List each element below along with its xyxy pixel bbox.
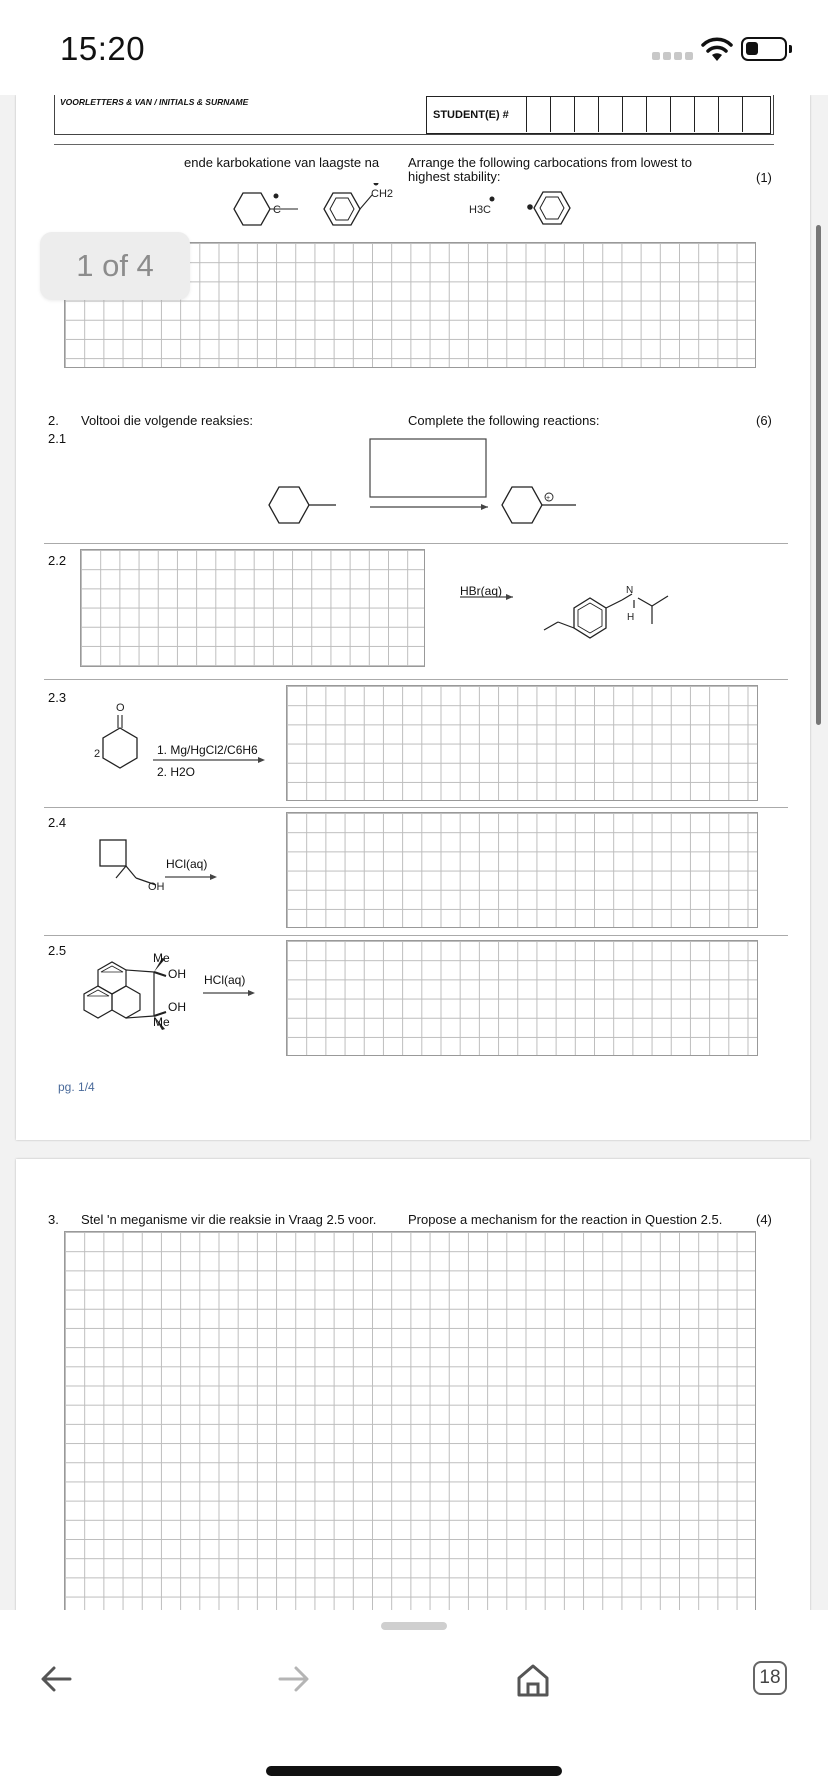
cellular-signal-icon bbox=[652, 52, 693, 60]
q2-2-reagent: HBr(aq) bbox=[460, 584, 503, 598]
student-number-field[interactable] bbox=[426, 96, 771, 134]
q2-5-reaction-arrow bbox=[201, 988, 261, 998]
q2-4-reaction-arrow bbox=[163, 872, 223, 882]
amine-h-label: H bbox=[627, 612, 635, 623]
status-bar bbox=[0, 0, 828, 95]
q2-5-reagent: HCl(aq) bbox=[204, 973, 246, 987]
q2-5-diol-structure bbox=[76, 950, 196, 1045]
q2-2-reactant-structure bbox=[456, 560, 686, 650]
bottom-toolbar bbox=[0, 1610, 828, 1792]
amine-n-label: N bbox=[626, 585, 634, 596]
drag-handle[interactable] bbox=[381, 1622, 447, 1630]
home-icon[interactable] bbox=[515, 1662, 551, 1698]
header-divider bbox=[54, 144, 774, 145]
q2-3-answer-grid[interactable] bbox=[286, 685, 758, 801]
q2-5-label: 2.5 bbox=[48, 943, 67, 958]
q2-2-label: 2.2 bbox=[48, 553, 67, 568]
q2-4-reagent: HCl(aq) bbox=[166, 857, 208, 871]
student-number-cell[interactable] bbox=[646, 97, 670, 132]
tabs-count-button[interactable]: 18 bbox=[753, 1661, 787, 1695]
q2-2-answer-grid[interactable] bbox=[80, 549, 425, 667]
student-number-label: STUDENT(E) # bbox=[433, 109, 509, 121]
status-time: 15:20 bbox=[60, 30, 146, 67]
student-number-cell[interactable] bbox=[718, 97, 742, 132]
student-number-cell[interactable] bbox=[526, 97, 550, 132]
ch2-label: CH2 bbox=[371, 188, 394, 200]
c-label: C bbox=[273, 204, 281, 216]
page-indicator: 1 of 4 bbox=[40, 232, 190, 300]
q1-marks: (1) bbox=[756, 170, 772, 185]
section-divider bbox=[44, 935, 788, 936]
q2-5-oh-bottom: OH bbox=[168, 1000, 186, 1014]
q2-4-label: 2.4 bbox=[48, 815, 67, 830]
q2-1-reagent-box[interactable] bbox=[370, 439, 486, 497]
document-viewer[interactable] bbox=[0, 95, 828, 1610]
student-number-cell[interactable] bbox=[694, 97, 718, 132]
q2-5-answer-grid[interactable] bbox=[286, 940, 758, 1056]
q3-number: 3. bbox=[48, 1212, 59, 1227]
q1-english-text-line2: highest stability: bbox=[408, 169, 501, 184]
oh-label: OH bbox=[148, 881, 165, 893]
coefficient-2: 2 bbox=[94, 748, 101, 760]
student-number-cell[interactable] bbox=[742, 97, 766, 132]
q2-4-answer-grid[interactable] bbox=[286, 812, 758, 928]
q2-4-reactant-structure bbox=[76, 830, 166, 900]
document-page-2 bbox=[16, 1159, 810, 1610]
q2-1-label: 2.1 bbox=[48, 431, 67, 446]
name-field-label: VOORLETTERS & VAN / INITIALS & SURNAME bbox=[60, 97, 249, 107]
q1-english-text-line1: Arrange the following carbocations from lowest to bbox=[408, 155, 692, 170]
student-number-cell[interactable] bbox=[550, 97, 574, 132]
q2-english-text: Complete the following reactions: bbox=[408, 413, 600, 428]
q1-afrikaans-text: ende karbokatione van laagste na bbox=[184, 155, 380, 170]
q2-5-me-top: Me bbox=[153, 951, 170, 965]
student-number-cell[interactable] bbox=[598, 97, 622, 132]
wifi-icon bbox=[700, 36, 734, 62]
q2-3-reagent-line2: 2. H2O bbox=[157, 765, 196, 779]
q2-3-reaction-arrow bbox=[151, 755, 271, 765]
student-number-cell[interactable] bbox=[574, 97, 598, 132]
h3c-label: H3C bbox=[469, 204, 492, 216]
q2-5-me-bottom: Me bbox=[153, 1015, 170, 1029]
q2-marks: (6) bbox=[756, 413, 772, 428]
svg-text:+: + bbox=[546, 495, 551, 502]
student-number-cell[interactable] bbox=[622, 97, 646, 132]
q2-5-oh-top: OH bbox=[168, 967, 186, 981]
home-indicator[interactable] bbox=[266, 1766, 562, 1776]
q1-carbocation-structures bbox=[226, 183, 586, 243]
q2-afrikaans-text: Voltooi die volgende reaksies: bbox=[81, 413, 254, 428]
q3-english-text: Propose a mechanism for the reaction in Question 2.5. bbox=[408, 1212, 723, 1227]
q3-answer-grid[interactable] bbox=[64, 1231, 756, 1610]
q3-afrikaans-text: Stel 'n meganisme vir die reaksie in Vraag 2.5 voor. bbox=[81, 1212, 377, 1227]
q2-3-label: 2.3 bbox=[48, 690, 67, 705]
forward-arrow-icon[interactable] bbox=[276, 1662, 312, 1696]
q2-number: 2. bbox=[48, 413, 59, 428]
section-divider bbox=[44, 807, 788, 808]
section-divider bbox=[44, 679, 788, 680]
q3-marks: (4) bbox=[756, 1212, 772, 1227]
student-number-cell[interactable] bbox=[670, 97, 694, 132]
section-divider bbox=[44, 543, 788, 544]
vertical-scrollbar[interactable] bbox=[816, 225, 821, 725]
page-footer: pg. 1/4 bbox=[58, 1080, 95, 1094]
q2-3-reagent-line1: 1. Mg/HgCl2/C6H6 bbox=[157, 743, 258, 757]
ketone-o-label: O bbox=[116, 702, 125, 714]
back-arrow-icon[interactable] bbox=[38, 1662, 74, 1696]
battery-icon bbox=[741, 37, 787, 61]
